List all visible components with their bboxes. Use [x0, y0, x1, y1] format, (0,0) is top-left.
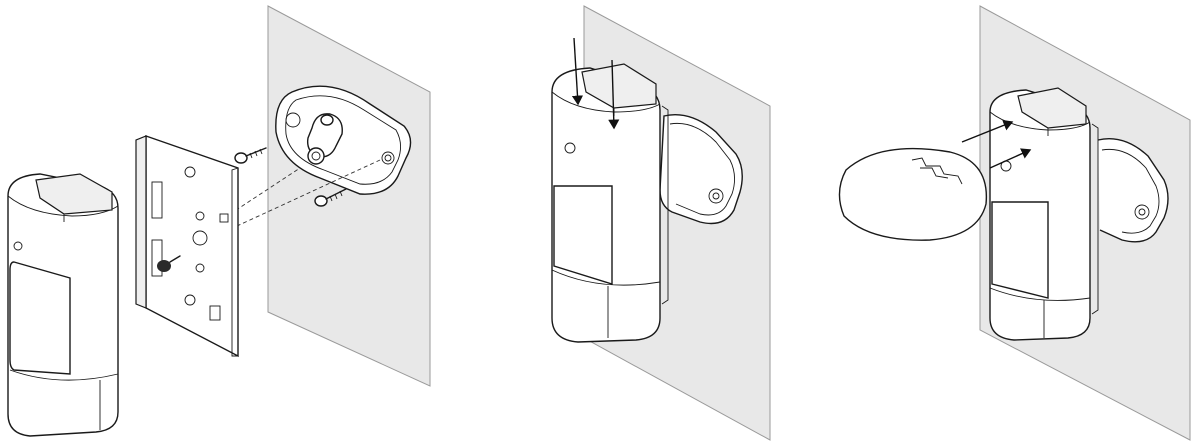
panel-3 — [839, 6, 1190, 440]
panel-1 — [8, 6, 430, 436]
screw-upper — [235, 148, 266, 163]
detector-body-2 — [552, 64, 668, 342]
mounting-plate — [136, 136, 238, 356]
cover-disk — [839, 149, 986, 241]
wall-panel-1 — [268, 6, 430, 386]
detector-body-3 — [990, 88, 1098, 340]
detector-body-1 — [8, 174, 118, 436]
panel-2 — [552, 6, 770, 440]
